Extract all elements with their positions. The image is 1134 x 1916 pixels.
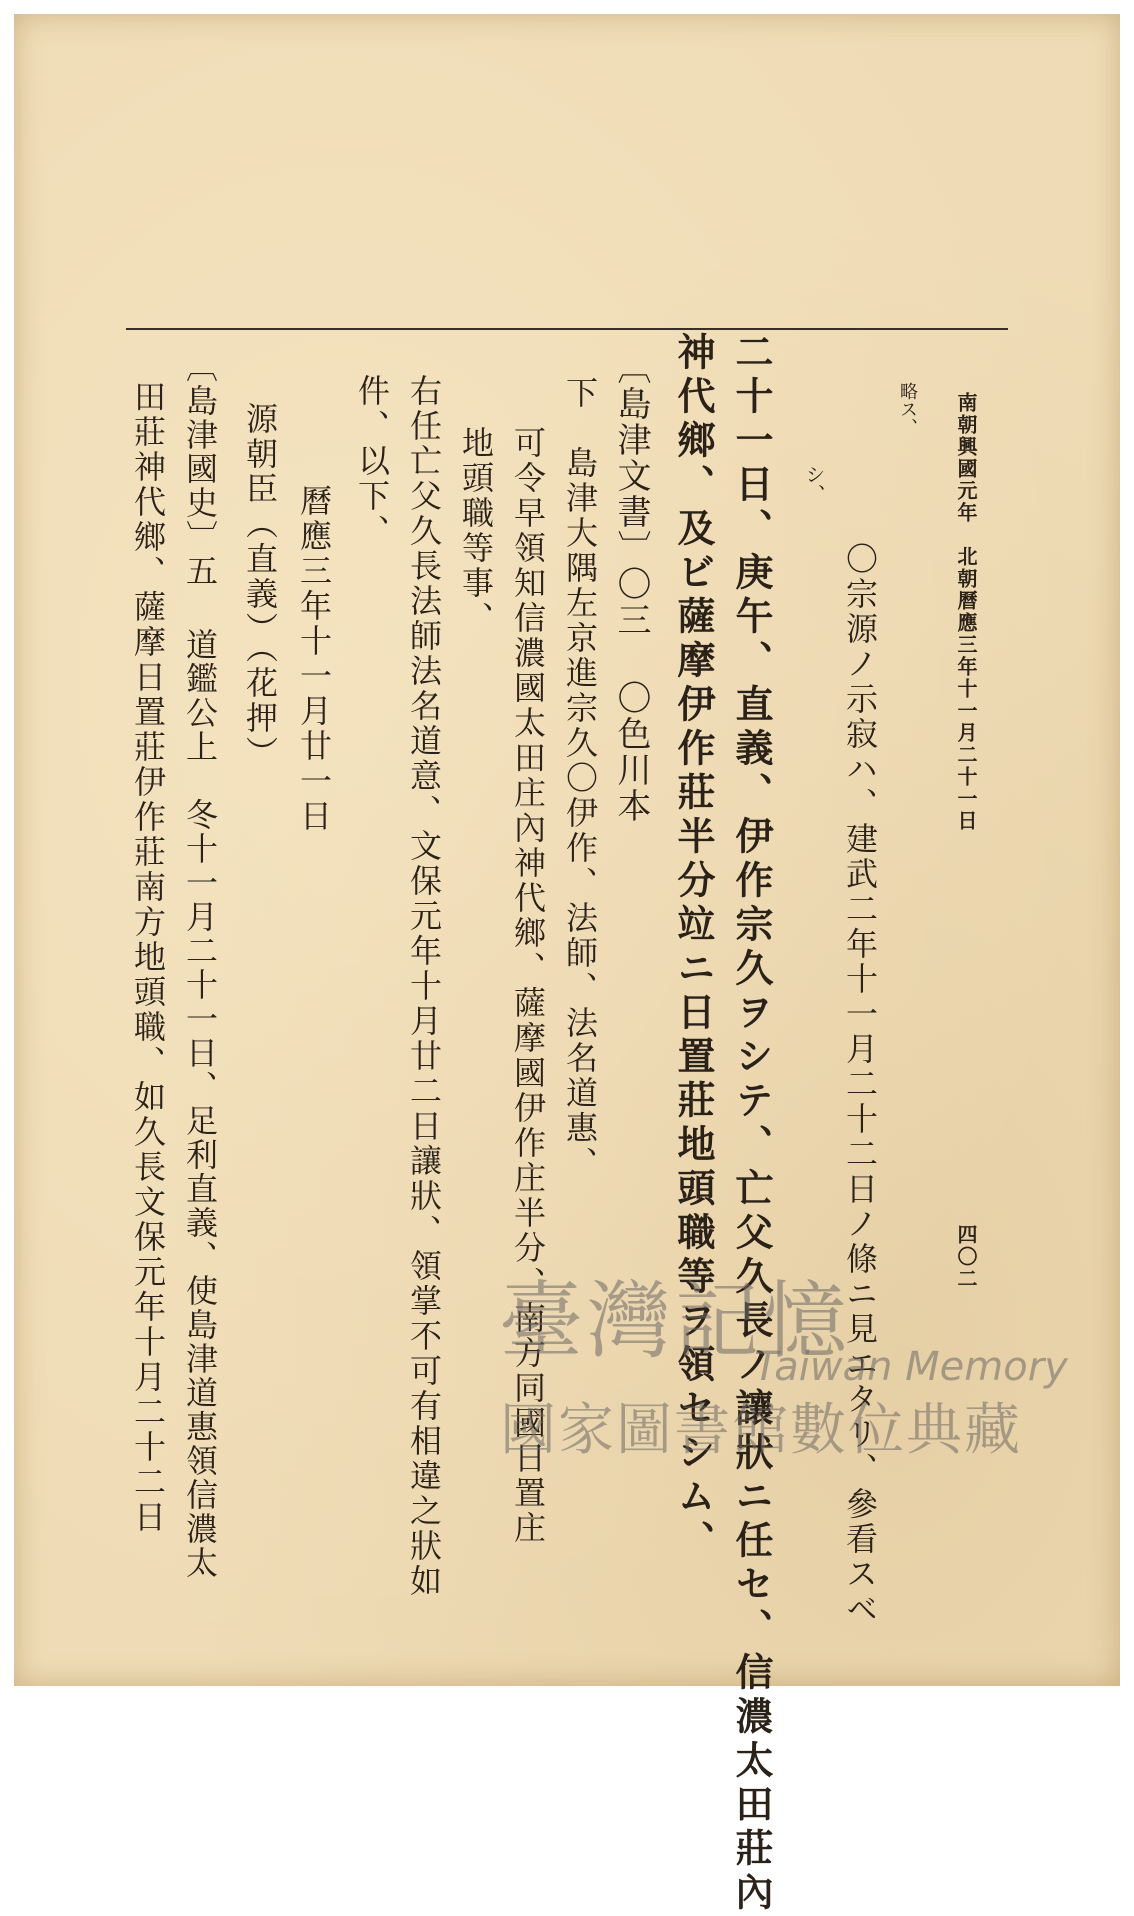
text-line-8: 地頭職等事、	[457, 426, 495, 636]
text-line-9: 右任亡父久長法師法名道意、文保元年十月廿二日讓狀、領掌不可有相違之狀如	[405, 374, 443, 1599]
running-head: 南朝興國元年 北朝曆應三年十一月二十一日	[954, 392, 978, 832]
source-citation-shimazu: 〔島津文書〕〇三 〇色川本	[611, 350, 651, 824]
source-citation-kokushi: 〔島津國史〕五 道鑑公上 冬十一月二十一日、足利直義、使島津道惠領信濃太	[181, 350, 219, 1580]
text-line-3-entry-heading: 二十一日、庚午、直義、伊作宗久ヲシテ、亡父久長ノ讓狀ニ任セ、信濃太田莊內	[729, 332, 774, 1916]
text-line-7: 可令早領知信濃國太田庄內神代鄉、薩摩國伊作庄半分、南方同國日置庄	[509, 426, 547, 1546]
page-number: 四〇二	[954, 1224, 978, 1290]
note-fragment: 略ス、	[897, 382, 918, 436]
text-line-6: 下 島津大隅左京進宗久〇伊作、法師、法名道惠、	[561, 376, 599, 1181]
signature-line: 源朝臣（直義）（花押）	[241, 402, 279, 771]
watermark-subtitle: 國家圖書館數位典藏	[500, 1398, 1022, 1463]
text-line-4: 神代鄉、及ビ薩摩伊作莊半分竝ニ日置莊地頭職等ヲ領セシム、	[671, 332, 716, 1564]
watermark-title: 臺灣記憶	[499, 1272, 852, 1370]
date-line: 曆應三年十一月廿一日	[295, 484, 333, 834]
section-rule	[126, 328, 1008, 330]
text-line-1: 〇宗源ノ示寂ハ、建武二年十一月二十二日ノ條ニ見エタリ、參看スベ	[841, 542, 879, 1627]
text-line-10: 件、以下、	[353, 374, 391, 549]
text-line-2: シ、	[802, 464, 826, 504]
book-page	[14, 14, 1120, 1916]
text-line-14: 田莊神代鄉、薩摩日置莊伊作莊南方地頭職、如久長文保元年十月二十二日	[129, 380, 167, 1535]
watermark-english: Taiwan Memory	[754, 1344, 1068, 1390]
